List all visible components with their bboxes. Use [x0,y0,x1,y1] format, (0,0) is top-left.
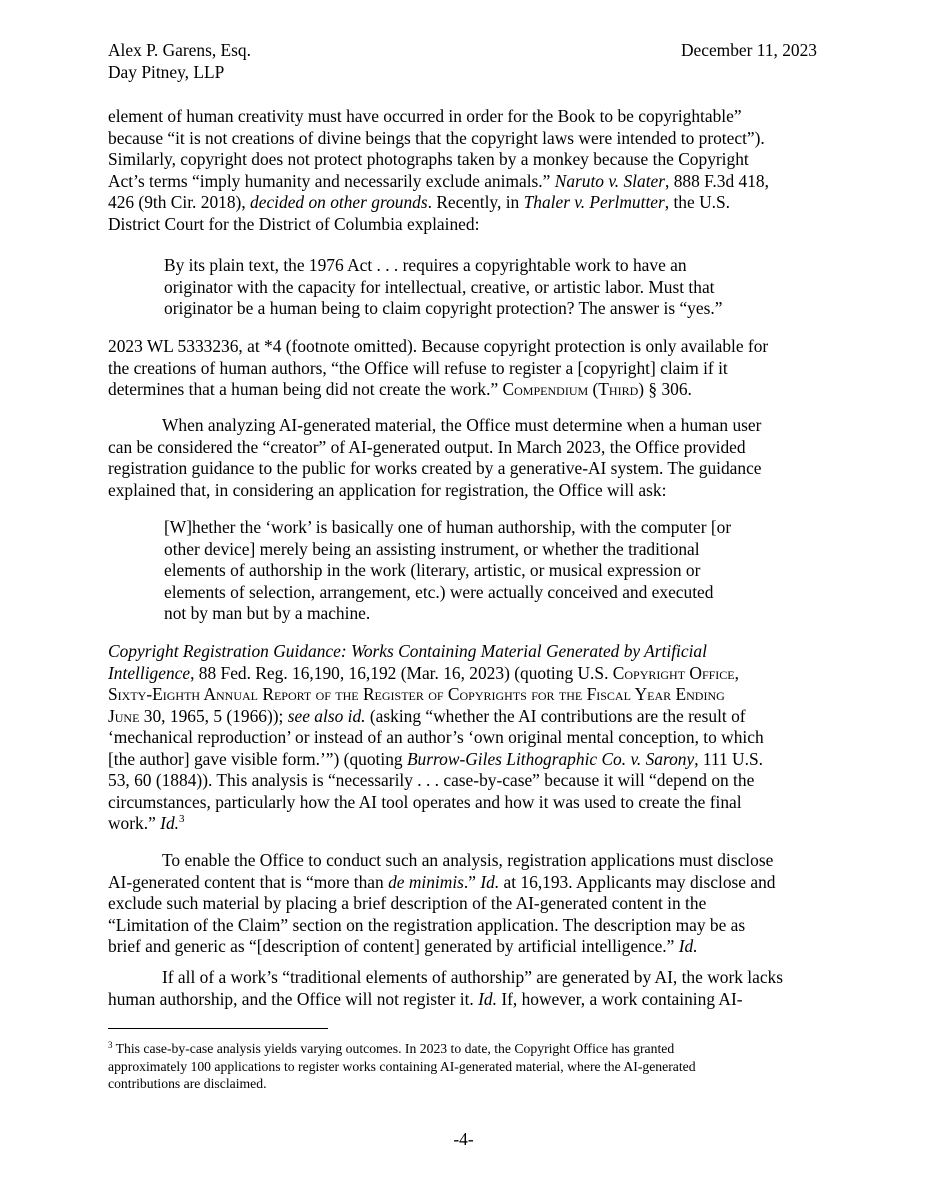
case-citation: Burrow-Giles Lithographic Co. v. Sarony [406,748,695,769]
text-line: explained that, in considering an application for registration, the Office will ask: [108,479,667,500]
paragraph-3 [108,415,820,501]
text-run: work.” [108,813,161,833]
text-run: . Recently, in [427,192,524,212]
text-line [108,379,820,401]
text-run: 30, 1965, 5 (1966)); [139,705,288,726]
italic-phrase: de minimis [388,871,464,892]
text-line: can be considered the “creator” of AI-generated output. In March 2023, the Office provided [108,436,746,457]
text-run: at 16,193. Applicants may disclose and [499,871,776,892]
text-run: If, however, a work containing AI- [496,988,743,1009]
footnote-marker: 3 [108,1040,113,1050]
text-line: ‘mechanical reproduction’ or instead of an author’s ‘own original mental conception, to which [108,727,764,747]
id-citation: Id. [160,813,179,833]
text-line: To enable the Office to conduct such an analysis, registration applications must disclose [162,850,774,870]
text-line: 2023 WL 5333236, at *4 (footnote omitted). Because copyright protection is only available for [108,336,769,356]
text-line: Similarly, copyright does not protect photographs taken by a monkey because the Copyright [108,149,749,169]
text-run: , 111 U.S. [694,748,763,769]
text-run: , the U.S. [664,192,730,212]
header-date: December 11, 2023 [680,40,817,60]
text-line: originator with the capacity for intellectual, creative, or artistic labor. Must that [164,276,715,297]
text-line: not by man but by a machine. [164,603,371,623]
paragraph-2 [108,336,820,401]
text-line: 53, 60 (1884)). This analysis is “necessarily . . . case-by-case” because it will “depend on the [108,770,755,790]
text-line [108,749,820,771]
text-line: because “it is not creations of divine beings that the copyright laws were intended to protect”). [108,127,765,148]
letter-header-author [108,40,251,83]
footnote-3 [108,1040,820,1093]
document-title: Intelligence [108,662,191,683]
text-run: .” [463,871,481,892]
footnote-reference[interactable]: 3 [179,813,185,825]
text-line: “Limitation of the Claim” section on the registration application. The description may be as [108,914,746,935]
block-quote-1 [164,255,764,320]
text-line [108,706,820,728]
text-run: , 88 Fed. Reg. 16,190, 16,192 (Mar. 16, 2023) (quoting [190,662,578,683]
text-run: AI-generated content that is “more than [108,871,389,892]
text-line [108,641,820,663]
text-line: District Court for the District of Columbia explained: [108,213,480,234]
header-firm-name: Day Pitney, LLP [108,61,225,82]
text-run: human authorship, and the Office will not register it. [108,988,479,1009]
text-line: contributions are disclaimed. [108,1076,267,1091]
small-caps-citation: Sixty-Eighth Annual Report of the Register of Copyrights for the Fiscal Year Ending [108,684,725,704]
text-line: elements of selection, arrangement, etc.) were actually conceived and executed [164,581,714,602]
text-line [108,872,820,894]
text-line: originator be a human being to claim copyright protection? The answer is “yes.” [164,298,723,318]
text-line [108,989,820,1011]
id-citation: Id. [678,936,698,956]
text-run: [the author] gave visible form.’”) (quoting [108,748,407,769]
italic-phrase: decided on other grounds [250,192,428,212]
text-run: , 888 F.3d 418, [665,170,769,191]
case-citation: Thaler v. Perlmutter [523,192,665,212]
small-caps-citation: U.S. Copyright Office, [577,662,739,683]
text-line [108,813,820,835]
text-line: registration guidance to the public for works created by a generative-AI system. The guidance [108,458,762,478]
case-citation: Naruto v. Slater [554,170,666,191]
text-line: When analyzing AI-generated material, the Office must determine when a human user [162,415,762,435]
page-number: -4- [453,1129,474,1149]
text-run: 426 (9th Cir. 2018), [108,192,251,212]
footnote-separator [108,1028,328,1029]
text-line [108,1040,820,1058]
small-caps-citation: Compendium (Third) [502,379,645,399]
text-run: § 306. [644,379,692,399]
text-run: This case-by-case analysis yields varying outcomes. In 2023 to date, the Copyright Office has granted [112,1041,675,1056]
header-author-name: Alex P. Garens, Esq. [108,40,251,60]
id-citation: Id. [478,988,497,1009]
text-line [108,171,820,193]
text-line [108,663,820,685]
signal-citation: see also id. [287,705,366,726]
text-line [108,936,820,958]
text-run: (asking “whether the AI contributions are the result of [365,705,746,726]
paragraph-4 [108,641,820,835]
block-quote-2 [164,517,764,625]
paragraph-1 [108,106,820,235]
text-line: elements of authorship in the work (literary, artistic, or musical expression or [164,560,701,580]
text-line: other device] merely being an assisting instrument, or whether the traditional [164,538,700,559]
document-title: Copyright Registration Guidance: Works Containing Material Generated by Artificial [108,641,707,661]
text-run: brief and generic as “[description of content] generated by artificial intelligence.” [108,936,679,956]
text-line: element of human creativity must have occurred in order for the Book to be copyrightable” [108,106,742,126]
text-line: the creations of human authors, “the Office will refuse to register a [copyright] claim if it [108,357,728,378]
text-run: determines that a human being did not create the work.” [108,379,503,399]
id-citation: Id. [480,871,500,892]
text-line: [W]hether the ‘work’ is basically one of human authorship, with the computer [or [164,517,732,537]
text-line: If all of a work’s “traditional elements of authorship” are generated by AI, the work lacks [162,967,784,987]
paragraph-6 [108,967,820,1010]
text-line: approximately 100 applications to register works containing AI-generated material, where the AI-generated [108,1058,696,1074]
text-line: exclude such material by placing a brief description of the AI-generated content in the [108,893,707,913]
text-line [108,192,820,214]
text-run: Act’s terms “imply humanity and necessarily exclude animals.” [108,170,555,191]
paragraph-5 [108,850,820,958]
text-line: By its plain text, the 1976 Act . . . requires a copyrightable work to have an [164,255,687,275]
small-caps-citation: June [108,705,140,726]
text-line: circumstances, particularly how the AI tool operates and how it was used to create the final [108,791,742,812]
